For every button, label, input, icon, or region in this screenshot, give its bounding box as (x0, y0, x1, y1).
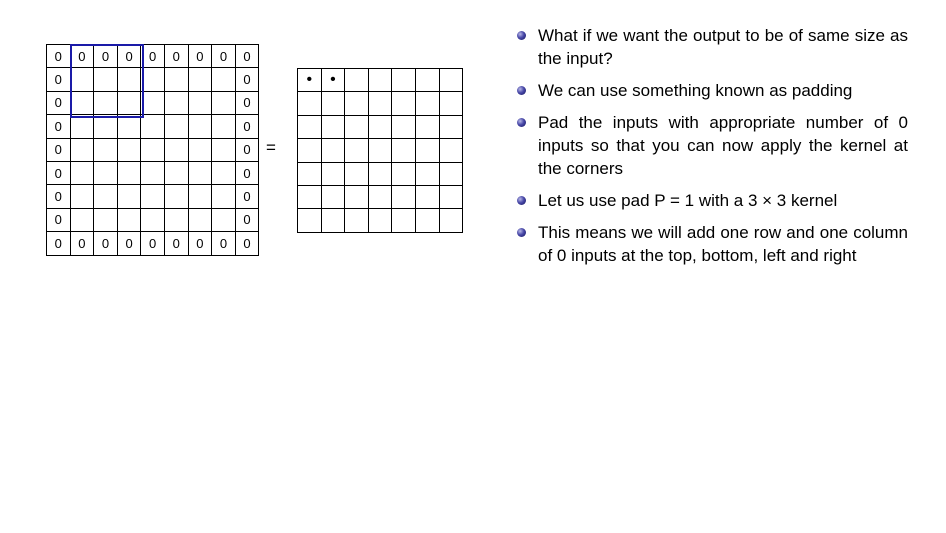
input-grid-cell: 0 (235, 68, 259, 91)
input-grid-cell: 0 (47, 91, 71, 114)
bullet-item (516, 79, 908, 102)
bullet-item (516, 189, 908, 212)
input-grid-cell: 0 (235, 91, 259, 114)
input-grid-cell: 0 (47, 115, 71, 138)
output-grid-cell (415, 209, 439, 232)
input-grid-cell (141, 91, 165, 114)
output-grid-cell (298, 139, 322, 162)
input-grid-cell (70, 185, 94, 208)
input-grid-cell (188, 161, 212, 184)
output-grid-cell (439, 162, 463, 185)
input-grid-cell: 0 (235, 232, 259, 255)
input-grid-cell: 0 (47, 208, 71, 231)
input-grid-cell: 0 (94, 232, 118, 255)
input-grid-cell (141, 208, 165, 231)
output-grid-cell (368, 69, 392, 92)
bullet-item (516, 221, 908, 267)
input-grid-cell: 0 (47, 232, 71, 255)
bullet-item (516, 24, 908, 70)
input-grid-cell (188, 68, 212, 91)
input-grid-cell (141, 115, 165, 138)
input-grid-cell (117, 185, 141, 208)
output-grid-cell (368, 92, 392, 115)
output-grid-cell (298, 115, 322, 138)
input-grid-cell: 0 (47, 138, 71, 161)
output-grid-cell (439, 92, 463, 115)
input-grid-cell (212, 185, 236, 208)
output-grid-cell (345, 69, 369, 92)
input-grid-cell (188, 185, 212, 208)
output-grid-cell (321, 185, 345, 208)
output-grid-row (298, 185, 463, 208)
input-grid-cell (164, 161, 188, 184)
output-grid-cell (415, 185, 439, 208)
output-grid-cell (439, 69, 463, 92)
output-grid-cell (298, 185, 322, 208)
input-grid-cell (94, 115, 118, 138)
input-grid-cell (141, 185, 165, 208)
output-grid-cell (321, 92, 345, 115)
input-grid-cell: 0 (47, 161, 71, 184)
input-grid-cell (188, 208, 212, 231)
input-grid-cell (70, 115, 94, 138)
input-grid-cell (212, 68, 236, 91)
input-grid-cell (117, 138, 141, 161)
input-grid-cell: 0 (235, 45, 259, 68)
input-grid-cell (94, 138, 118, 161)
input-grid-cell: 0 (70, 45, 94, 68)
output-grid-row (298, 69, 463, 92)
input-grid-cell: 0 (188, 45, 212, 68)
input-grid-cell (141, 138, 165, 161)
input-grid-cell (212, 161, 236, 184)
sphere-bullet-icon (517, 118, 526, 127)
output-grid-cell (345, 185, 369, 208)
input-grid-row (47, 232, 259, 255)
input-grid-row (47, 208, 259, 231)
output-grid-cell (392, 139, 416, 162)
input-grid-cell (164, 115, 188, 138)
output-grid-cell (321, 209, 345, 232)
input-grid-cell (212, 208, 236, 231)
input-grid-cell: 0 (212, 232, 236, 255)
input-grid-cell (141, 161, 165, 184)
input-grid-cell: 0 (188, 232, 212, 255)
input-grid-cell: 0 (235, 115, 259, 138)
input-grid-cell: 0 (141, 232, 165, 255)
output-grid-cell (415, 115, 439, 138)
output-grid-cell (368, 209, 392, 232)
input-grid-cell (188, 138, 212, 161)
input-grid-cell: 0 (47, 68, 71, 91)
input-grid-cell (70, 208, 94, 231)
sphere-bullet-icon (517, 31, 526, 40)
output-grid-row (298, 92, 463, 115)
sphere-bullet-icon (517, 86, 526, 95)
input-grid-cell (188, 91, 212, 114)
output-grid-cell (368, 185, 392, 208)
output-grid-cell (439, 139, 463, 162)
input-grid-cell: 0 (235, 161, 259, 184)
output-grid-cell (298, 209, 322, 232)
output-grid-cell (415, 139, 439, 162)
input-grid-cell: 0 (141, 45, 165, 68)
input-grid-cell (70, 138, 94, 161)
kernel-highlight-box (70, 44, 144, 118)
output-grid-cell (321, 162, 345, 185)
input-grid-row (47, 161, 259, 184)
input-grid-cell: 0 (235, 208, 259, 231)
input-grid-row (47, 138, 259, 161)
input-grid-cell (94, 161, 118, 184)
sphere-bullet-icon (517, 196, 526, 205)
output-grid-cell (368, 115, 392, 138)
bullet-item (516, 111, 908, 180)
input-grid-cell (212, 115, 236, 138)
output-grid-cell (439, 115, 463, 138)
input-grid-cell (212, 138, 236, 161)
input-grid-cell (141, 68, 165, 91)
input-grid-cell: 0 (94, 45, 118, 68)
input-grid-cell (70, 161, 94, 184)
output-grid-cell (321, 139, 345, 162)
output-grid-cell (392, 115, 416, 138)
output-grid-row (298, 162, 463, 185)
input-grid-cell (212, 91, 236, 114)
input-grid-cell: 0 (235, 185, 259, 208)
input-grid-cell: 0 (117, 232, 141, 255)
output-grid-cell (439, 185, 463, 208)
input-grid-cell (164, 91, 188, 114)
input-grid-cell (164, 138, 188, 161)
equals-sign: = (266, 138, 276, 157)
input-grid-cell (117, 115, 141, 138)
output-grid-cell (345, 139, 369, 162)
output-grid-cell (439, 209, 463, 232)
input-grid-cell (117, 161, 141, 184)
input-grid-cell: 0 (235, 138, 259, 161)
output-grid-row (298, 139, 463, 162)
output-grid-cell (415, 69, 439, 92)
input-grid-cell (164, 208, 188, 231)
output-grid-cell (392, 92, 416, 115)
input-grid-cell (94, 208, 118, 231)
bullet-text: Let us use pad P = 1 with a 3 × 3 kernel (538, 191, 838, 210)
output-grid-cell (368, 162, 392, 185)
output-grid-cell (415, 162, 439, 185)
output-grid-row (298, 209, 463, 232)
output-grid-cell (415, 92, 439, 115)
bullet-text: What if we want the output to be of same size as the input? (538, 26, 908, 68)
output-grid-cell: • (321, 69, 345, 92)
input-grid-cell: 0 (117, 45, 141, 68)
output-grid-row (298, 115, 463, 138)
input-grid-cell (117, 208, 141, 231)
bullet-text: Pad the inputs with appropriate number of 0 inputs so that you can now apply the kernel at the corners (538, 113, 908, 178)
input-grid-cell: 0 (212, 45, 236, 68)
input-grid-cell: 0 (70, 232, 94, 255)
input-grid-cell: 0 (47, 45, 71, 68)
output-grid-cell: • (298, 69, 322, 92)
bullet-text: We can use something known as padding (538, 81, 853, 100)
bullet-list (516, 24, 908, 276)
input-grid-row (47, 115, 259, 138)
output-grid-cell (368, 139, 392, 162)
output-grid-cell (345, 92, 369, 115)
sphere-bullet-icon (517, 228, 526, 237)
output-grid-cell (392, 162, 416, 185)
output-grid (297, 68, 463, 233)
input-grid-cell: 0 (164, 232, 188, 255)
output-grid-cell (392, 185, 416, 208)
input-grid-row (47, 185, 259, 208)
bullet-text: This means we will add one row and one column of 0 inputs at the top, bottom, left and right (538, 223, 908, 265)
input-grid-cell: 0 (164, 45, 188, 68)
output-grid-cell (298, 162, 322, 185)
output-grid-cell (392, 69, 416, 92)
output-grid-cell (345, 209, 369, 232)
input-grid-cell (164, 68, 188, 91)
output-grid-cell (392, 209, 416, 232)
input-grid-cell (188, 115, 212, 138)
input-grid-cell (164, 185, 188, 208)
output-grid-cell (321, 115, 345, 138)
output-grid-cell (345, 115, 369, 138)
output-grid-cell (298, 92, 322, 115)
input-grid-cell (94, 185, 118, 208)
input-grid-cell: 0 (47, 185, 71, 208)
output-grid-cell (345, 162, 369, 185)
